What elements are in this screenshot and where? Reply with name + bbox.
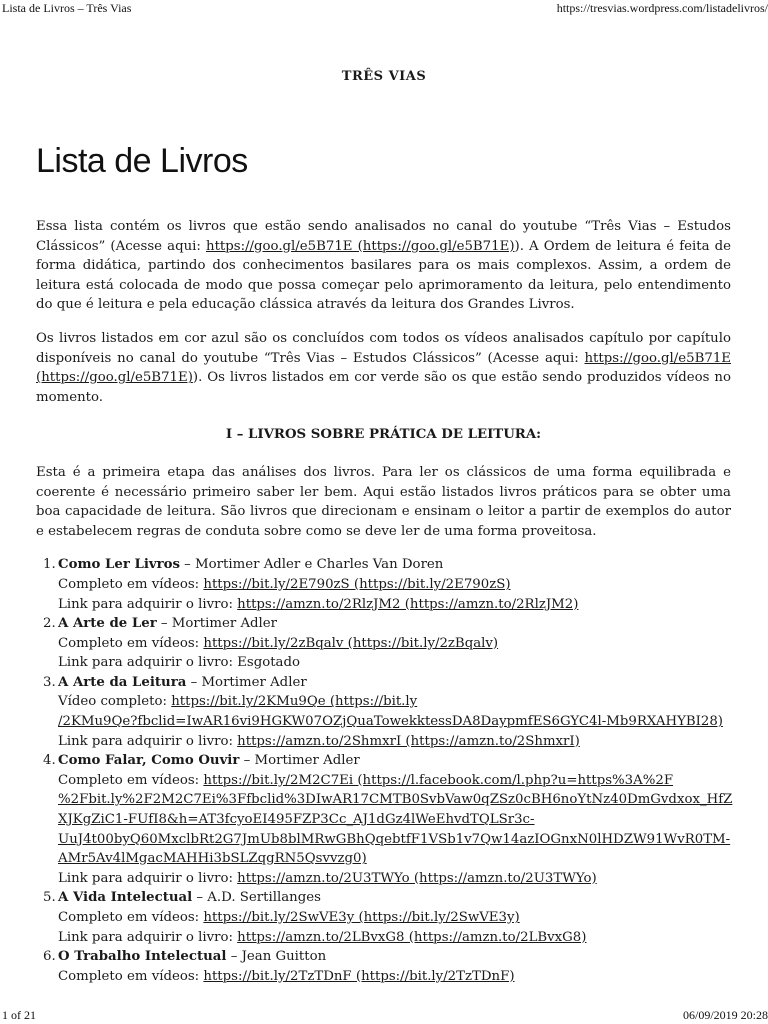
- intro-text: ). Os livros listados em cor verde são os que estão sendo produzidos vídeos no momento.: [36, 370, 731, 405]
- book-number: 2.: [43, 616, 56, 632]
- print-timestamp: 06/09/2019 20:28: [682, 1008, 768, 1022]
- book-title: A Vida Intelectual: [58, 890, 193, 906]
- book-title: A Arte de Ler: [58, 616, 157, 632]
- videos-link[interactable]: https://bit.ly/2M2C7Ei (https://l.facebook.com/l.php?u=https%3A%2F: [203, 772, 674, 788]
- site-title[interactable]: TRÊS VIAS: [341, 69, 427, 84]
- book-item: [36, 555, 731, 614]
- intro-text: Os livros listados em cor azul são os concluídos com todos os vídeos analisados capítulo por capítulo disponíveis no canal do youtube “Três Vias – Estudos Clássicos” (Acesse aqui:: [36, 330, 731, 366]
- videos-link[interactable]: https://bit.ly/2SwVE3y (https://bit.ly/2SwVE3y): [203, 910, 520, 925]
- section-description: Esta é a primeira etapa das análises dos livros. Para ler os clássicos de uma forma equilibrada e coerente é necessário primeiro saber ler bem. Aqui estão listados livros práticos para se obter uma boa capacidade de leitura. São livros que direcionam e ensinam o leitor a partir de exemplos do autor e estabelecem regras de conduta sobre como se deve ler de uma forma proveitosa.: [36, 464, 731, 539]
- book-title: Como Falar, Como Ouvir: [58, 753, 240, 769]
- section-heading: I – LIVROS SOBRE PRÁTICA DE LEITURA:: [225, 427, 542, 443]
- intro-text: ). A Ordem de leitura é feita de forma didática, partindo dos conhecimentos basilares para os mais complexos. Assim, a ordem de leitura está colocada de modo que possa começar pelo aprimoramento da leitura, pelo entendimento do que é leitura e pela educação clássica através da leitura dos Grandes Livros.: [36, 238, 731, 313]
- youtube-channel-link[interactable]: https://goo.gl/e5B71E (https://goo.gl/e5B71E): [206, 238, 515, 254]
- buy-link[interactable]: https://amzn.to/2RlzJM2 (https://amzn.to/2RlzJM2): [237, 596, 579, 612]
- print-header-title: Lista de Livros – Três Vias: [2, 1, 132, 15]
- book-list: [36, 555, 731, 986]
- videos-label: Completo em vídeos:: [58, 910, 204, 925]
- book-author: – Mortimer Adler: [156, 616, 278, 632]
- videos-link-continued[interactable]: UuJ4t00byQ60MxclbRt2G7JmUb8blMRwGBhQqebtfF1VSb1v7Qw14azIOGnxN0lHDZW91WvR0TM-: [58, 831, 731, 847]
- print-footer: [0, 1006, 768, 1024]
- videos-link[interactable]: https://bit.ly/2TzTDnF (https://bit.ly/2TzTDnF): [203, 968, 515, 984]
- buy-label: Link para adquirir o livro: Esgotado: [58, 655, 300, 671]
- videos-label: Completo em vídeos:: [58, 772, 204, 788]
- book-number: 5.: [43, 890, 56, 906]
- youtube-channel-link[interactable]: https://goo.gl/e5B71E (https://goo.gl/e5B71E): [36, 350, 731, 386]
- book-author: – Jean Guitton: [226, 949, 327, 965]
- buy-label: Link para adquirir o livro:: [58, 733, 238, 749]
- book-title: O Trabalho Intelectual: [58, 949, 227, 965]
- book-number: 6.: [43, 949, 56, 965]
- videos-link-continued[interactable]: AMr5Av4lMgacMAHHi3bSLZqgRN5Qsvvzg0): [58, 851, 367, 867]
- buy-link[interactable]: https://amzn.to/2LBvxG8 (https://amzn.to/2LBvxG8): [237, 929, 587, 945]
- videos-link[interactable]: https://bit.ly/2zBqalv (https://bit.ly/2zBqalv): [203, 635, 499, 651]
- buy-link[interactable]: https://amzn.to/2ShmxrI (https://amzn.to/2ShmxrI): [237, 733, 580, 749]
- book-author: – Mortimer Adler e Charles Van Doren: [179, 557, 444, 573]
- videos-link-continued[interactable]: XJKgZiC1-FUfI8&h=AT3fcyoEI495FZP3Cc_AJ1dGz4lWeEhvdTQLSr3c-: [58, 812, 535, 828]
- intro-paragraph-2: [36, 329, 731, 407]
- videos-label: Vídeo completo:: [58, 694, 172, 710]
- book-item: [36, 673, 731, 751]
- book-item: [36, 751, 731, 888]
- videos-link[interactable]: https://bit.ly/2E790zS (https://bit.ly/2E790zS): [203, 576, 511, 592]
- book-item: [36, 888, 731, 947]
- videos-link-continued[interactable]: %2Fbit.ly%2F2M2C7Ei%3Ffbclid%3DIwAR17CMTB0SvbVaw0qZSz0cBH6noYtNz40DmGvdxox_HfZ: [58, 792, 733, 808]
- article-content: [36, 217, 731, 986]
- buy-label: Link para adquirir o livro:: [58, 929, 238, 945]
- book-number: 4.: [43, 753, 56, 769]
- buy-link[interactable]: https://amzn.to/2U3TWYo (https://amzn.to/2U3TWYo): [237, 870, 597, 886]
- page-counter: 1 of 21: [2, 1008, 36, 1022]
- book-item: [36, 614, 731, 673]
- videos-link-continued[interactable]: /2KMu9Qe?fbclid=IwAR16vi9HGKW07OZjQuaTowekktessDA8DaypmfES6GYC4l-Mb9RXAHYBI28): [58, 714, 723, 730]
- book-author: – Mortimer Adler: [186, 674, 307, 690]
- videos-link[interactable]: https://bit.ly/2KMu9Qe (https://bit.ly: [171, 694, 418, 710]
- book-number: 1.: [43, 557, 56, 573]
- page-title: Lista de Livros: [36, 142, 248, 180]
- intro-paragraph-1: [36, 217, 731, 315]
- videos-label: Completo em vídeos:: [58, 576, 204, 592]
- videos-label: Completo em vídeos:: [58, 635, 204, 651]
- book-author: – A.D. Sertillanges: [192, 890, 321, 906]
- print-header: [0, 0, 768, 16]
- book-item: [36, 947, 731, 986]
- book-title: A Arte da Leitura: [58, 674, 187, 690]
- intro-text: Essa lista contém os livros que estão sendo analisados no canal do youtube “Três Vias – Estudos Clássicos” (Acesse aqui:: [36, 219, 731, 254]
- print-header-url: https://tresvias.wordpress.com/listadelivros/: [556, 1, 768, 15]
- buy-label: Link para adquirir o livro:: [58, 596, 238, 612]
- book-title: Como Ler Livros: [58, 557, 180, 573]
- book-author: – Mortimer Adler: [239, 753, 360, 769]
- buy-label: Link para adquirir o livro:: [58, 870, 238, 886]
- videos-label: Completo em vídeos:: [58, 968, 204, 984]
- book-number: 3.: [43, 674, 56, 690]
